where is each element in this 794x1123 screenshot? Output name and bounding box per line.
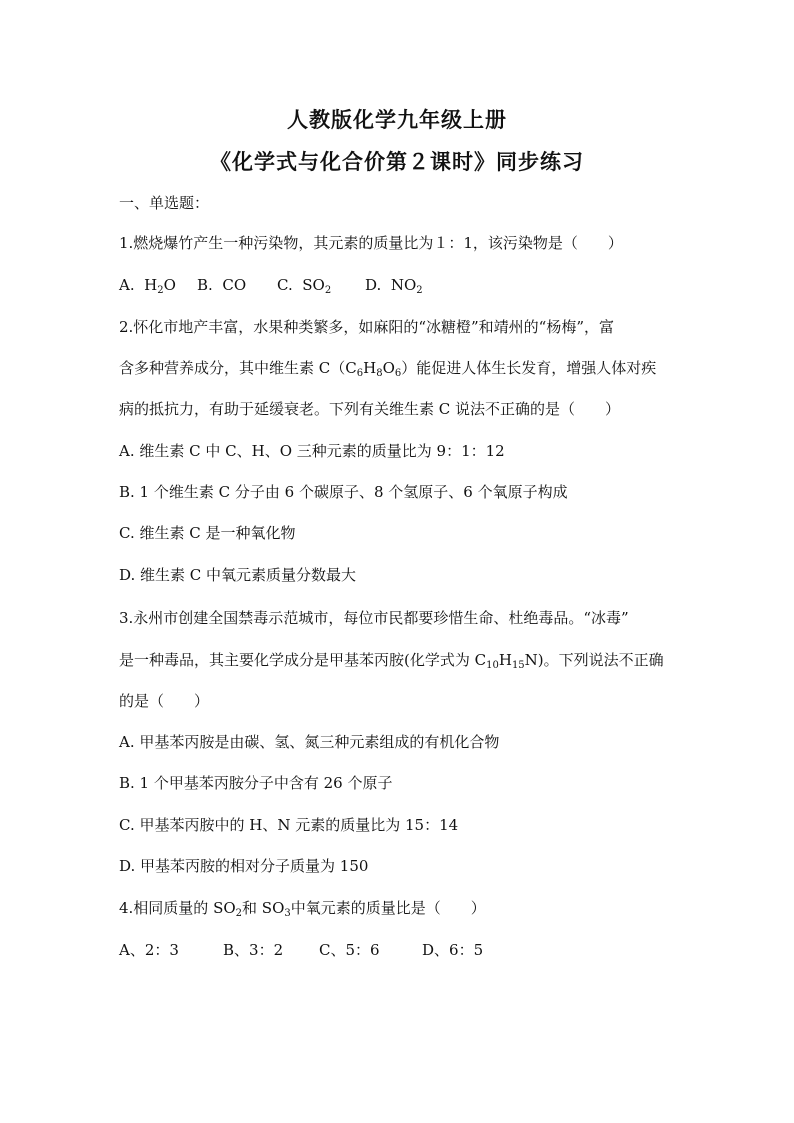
document-title: 人教版化学九年级上册	[287, 107, 507, 132]
q2-stem-line3: 病的抵抗力，有助于延缓衰老。下列有关维生素 C 说法不正确的是（ ）	[119, 400, 621, 418]
q4-option-b: B、3：2	[223, 941, 284, 959]
q3-stem-line3: 的是（ ）	[119, 692, 210, 710]
q4-option-d: D、6：5	[422, 941, 484, 959]
q4-option-a: A、2：3	[119, 941, 179, 959]
q1-option-c: C. $SO_2$	[277, 276, 332, 296]
q1-option-b: B. CO	[197, 276, 247, 294]
q2-option-c: C. 维生素 C 是一种氧化物	[119, 524, 296, 542]
q2-stem-line2: 含多种营养成分，其中维生素 $C(C_6H_8O_6)$能促进人体生长发育，增强人体对疾	[119, 359, 657, 379]
q1-option-a: A. $H_2O$	[119, 276, 176, 296]
q2-option-d: D. 维生素 C 中氧元素质量分数最大	[119, 566, 357, 584]
q2-stem-line1: 2.怀化市地产丰富，水果种类繁多，如麻阳的“冰糖橙”和靖州的“杨梅”，富	[119, 318, 614, 336]
q3-option-d: D. 甲基苯丙胺的相对分子质量为 150	[119, 857, 369, 875]
q1-option-d: D. $NO_2$	[365, 276, 423, 296]
q3-option-a: A. 甲基苯丙胺是由碳、氢、氮三种元素组成的有机化合物	[119, 733, 500, 751]
section-heading: 一、单选题：	[119, 194, 210, 212]
q1-stem: 1.燃烧爆竹产生一种污染物，其元素的质量比为１：1，该污染物是（ ）	[119, 234, 623, 252]
q2-option-b: B. 1 个维生素 C 分子由 6 个碳原子、8 个氢原子、6 个氧原子构成	[119, 483, 568, 501]
document-subtitle: 《化学式与化合价第２课时》同步练习	[210, 149, 584, 174]
q2-option-a: A. 维生素 C 中 C、H、O 三种元素的质量比为 9：1：12	[119, 442, 505, 460]
q3-stem-line1: 3.永州市创建全国禁毒示范城市，每位市民都要珍惜生命、杜绝毒品。“冰毒”	[119, 609, 629, 627]
q3-option-b: B. 1 个甲基苯丙胺分子中含有 26 个原子	[119, 774, 393, 792]
q4-option-c: C、5：6	[319, 941, 380, 959]
q3-stem-line2: 是一种毒品，其主要化学成分是甲基苯丙胺(化学式为 $C_{10}H_{15}N$)。下列说法不正确	[119, 651, 664, 671]
q3-option-c: C. 甲基苯丙胺中的 H、N 元素的质量比为 15：14	[119, 816, 459, 834]
q4-stem: 4.相同质量的 $SO_2$和 $SO_3$中氧元素的质量比是（ ）	[119, 899, 486, 919]
